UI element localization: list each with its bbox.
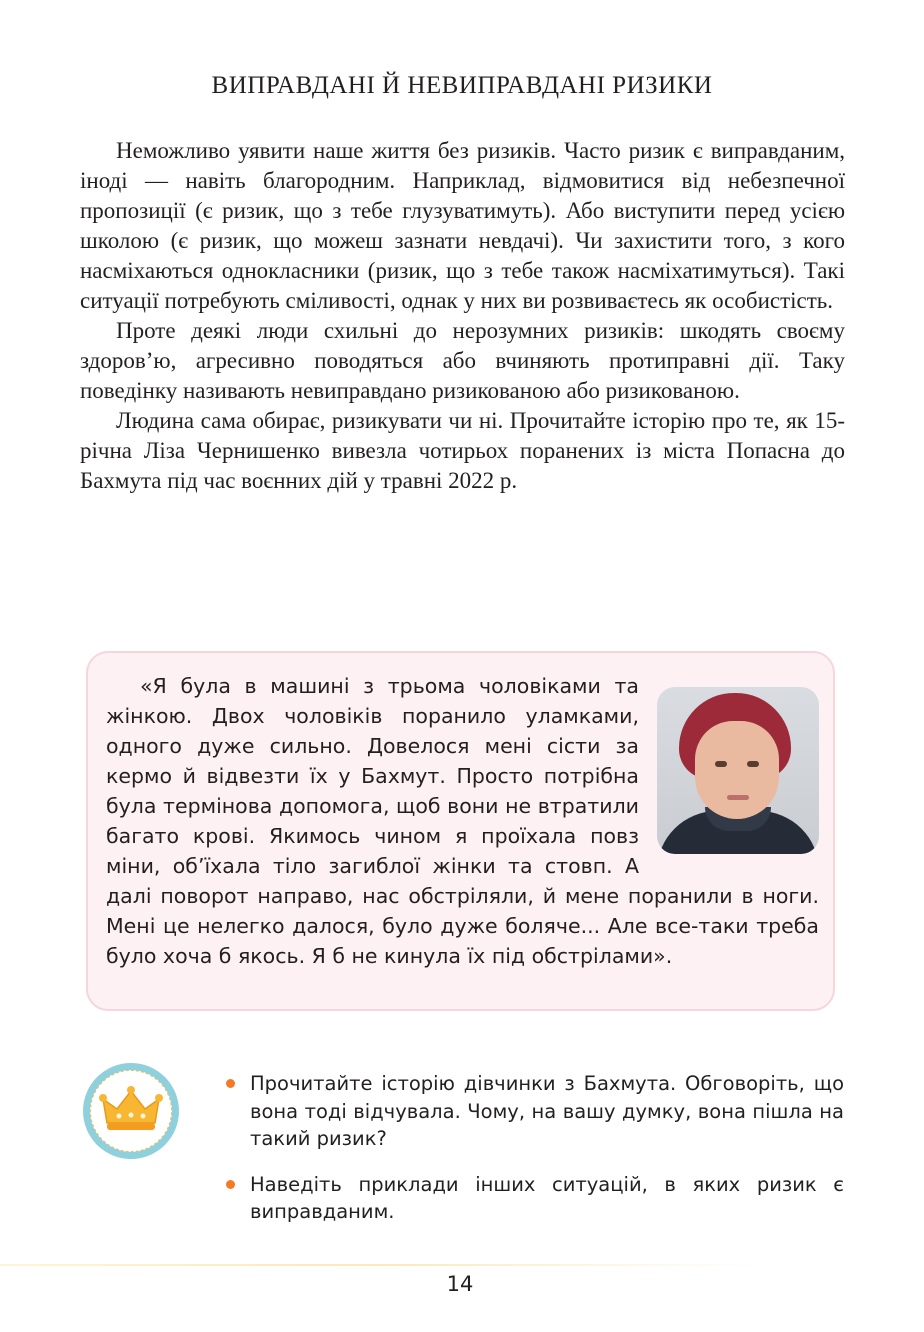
paragraph: Неможливо уявити наше життя без ризиків. Часто ризик є виправданим, іноді — навіть благородним. Наприклад, відмовитися від небезпечної пропозиції (є ризик, що з тебе глузуватимуть). Або виступити перед усією школою (є ризик, що можеш зазнати невдачі). Чи захистити того, з кого насміхаються однокласники (ризик, що з тебе також насміхатимуться). Такі ситуації потребують сміливості, однак у них ви розвиваєтесь як особистість. [80, 138, 845, 313]
footer-divider [0, 1264, 760, 1266]
page-title: ВИПРАВДАНІ Й НЕВИПРАВДАНІ РИЗИКИ [211, 72, 713, 99]
portrait-eye [747, 761, 759, 767]
task-icon-circle [83, 1063, 179, 1159]
portrait-mouth [727, 795, 749, 800]
paragraph: Людина сама обирає, ризикувати чи ні. Прочитайте історію про те, як 15-річна Ліза Чернишенко вивезла чотирьох поранених із міста Попасна до Бахмута під час воєнних дій у травні 2022 р. [80, 408, 845, 493]
task-text: Прочитайте історію дівчинки з Бахмута. Обговоріть, що вона тоді відчувала. Чому, на вашу думку, вона пішла на такий ризик? [250, 1072, 844, 1150]
bullet-icon [226, 1180, 235, 1189]
portrait-face [695, 721, 779, 819]
task-item [222, 1171, 844, 1226]
quote-text: «Я була в машині з трьома чоловіками та жінкою. Двох чоловіків поранило уламками, одного дуже сильно. Довелося мені сісти за кермо й відвезти їх у Бахмут. Просто потрібна була термінова допомога, щоб вони не втратили багато крові. Якимось чином я проїхала повз міни, об’їхала тіло загиблої жінки та стовп. А далі поворот направо, нас обстріляли, й мене поранили в ноги. Мені це нелегко далося, було дуже боляче... Але все-таки треба було хоча б якось. Я б не кинула їх під обстрілами». [106, 674, 819, 968]
girl-portrait-image [657, 687, 819, 854]
crown-icon [90, 1070, 172, 1152]
quote-box [86, 651, 835, 1011]
quote-container [106, 671, 819, 971]
page-number: 14 [446, 1272, 474, 1296]
bullet-icon [226, 1079, 235, 1088]
task-list [222, 1070, 844, 1244]
task-text: Наведіть приклади інших ситуацій, в яких ризик є виправданим. [250, 1172, 844, 1223]
task-item [222, 1070, 844, 1153]
paragraph: Проте деякі люди схильні до нерозумних ризиків: шкодять своєму здоров’ю, агресивно поводяться або вчиняють протиправні дії. Таку поведінку називають невиправдано ризикованою або ризикованою. [80, 318, 845, 403]
portrait-eye [715, 761, 727, 767]
main-text [80, 136, 845, 496]
